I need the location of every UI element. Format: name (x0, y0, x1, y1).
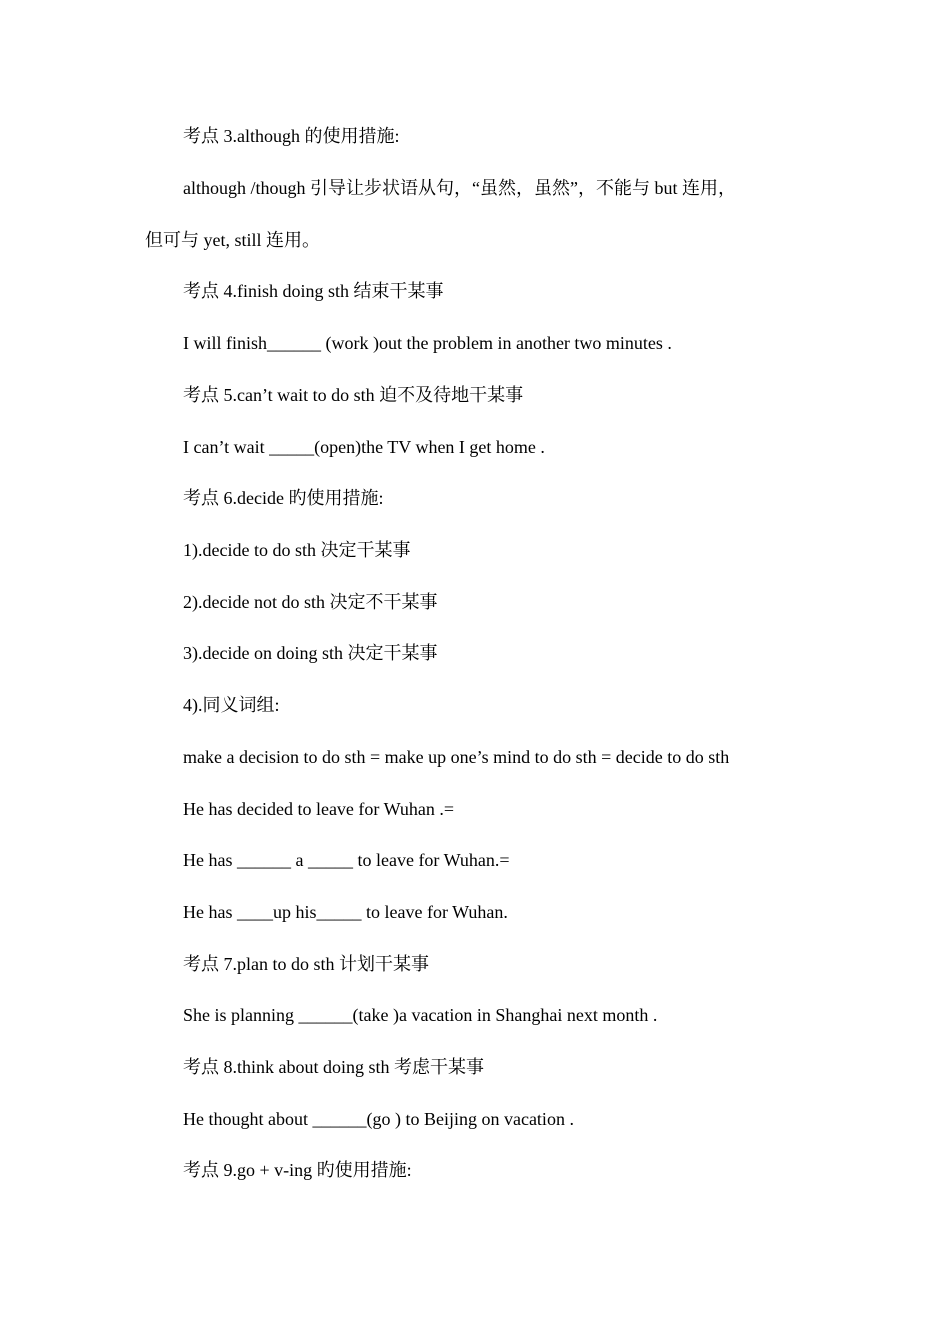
synonym-phrases: make a decision to do sth = make up one’s mind to do sth = decide to do sth (183, 747, 730, 767)
heading-point-4: 考点 4.finish doing sth 结束干某事 (183, 281, 444, 301)
example-decided: He has decided to leave for Wuhan .= (183, 799, 454, 819)
exercise-decision: He has ______ a _____ to leave for Wuhan.= (183, 850, 510, 870)
decide-usage-1: 1).decide to do sth 决定干某事 (183, 540, 411, 560)
exercise-think-about: He thought about ______(go ) to Beijing on vacation . (183, 1109, 574, 1129)
exercise-mind: He has ____up his_____ to leave for Wuhan. (183, 902, 508, 922)
exercise-finish: I will finish______ (work )out the problem in another two minutes . (183, 333, 672, 353)
although-explanation-line-2: 但可与 yet, still 连用。 (145, 230, 320, 250)
exercise-cant-wait: I can’t wait _____(open)the TV when I get home . (183, 437, 545, 457)
exercise-planning: She is planning ______(take )a vacation in Shanghai next month . (183, 1005, 658, 1025)
decide-usage-3: 3).decide on doing sth 决定干某事 (183, 643, 438, 663)
heading-point-6: 考点 6.decide 旳使用措施: (183, 488, 384, 508)
heading-point-3: 考点 3.although 的使用措施: (183, 126, 400, 146)
heading-point-9: 考点 9.go + v-ing 旳使用措施: (183, 1160, 412, 1180)
heading-point-5: 考点 5.can’t wait to do sth 迫不及待地干某事 (183, 385, 524, 405)
decide-usage-4: 4).同义词组: (183, 695, 280, 715)
decide-usage-2: 2).decide not do sth 决定不干某事 (183, 592, 438, 612)
heading-point-8: 考点 8.think about doing sth 考虑干某事 (183, 1057, 484, 1077)
although-explanation-line-1: although /though 引导让步状语从句，“虽然，虽然”，不能与 but 连用， (183, 178, 736, 198)
heading-point-7: 考点 7.plan to do sth 计划干某事 (183, 954, 429, 974)
